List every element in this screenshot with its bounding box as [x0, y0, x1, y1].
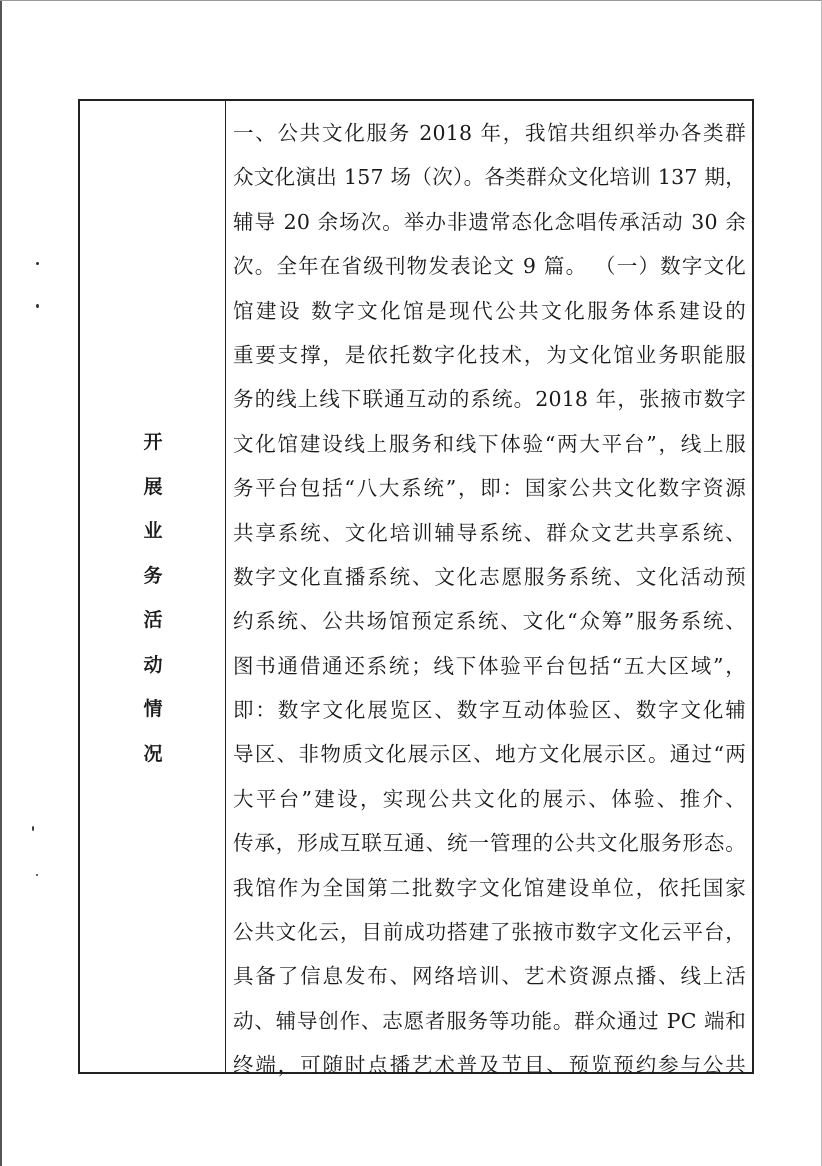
content-line: 共享系统、文化培训辅导系统、群众文艺共享系统、 [233, 520, 746, 545]
content-line: 重要支撑，是依托数字化技术，为文化馆业务职能服 [233, 342, 746, 367]
row-label-char: 动 [143, 653, 163, 676]
scan-left-edge [0, 0, 2, 1166]
row-label-char: 务 [143, 564, 163, 587]
scan-speck [36, 262, 39, 265]
content-line: 数字文化直播系统、文化志愿服务系统、文化活动预 [233, 564, 746, 589]
content-line: 公共文化云，目前成功搭建了张掖市数字文化云平台， [233, 920, 746, 945]
content-line: 终端，可随时点播艺术普及节目、预览预约参与公共 [233, 1053, 746, 1078]
activity-form-table [78, 99, 754, 1078]
content-line: 文化馆建设线上服务和线下体验“两大平台”，线上服 [233, 431, 746, 456]
row-label-char: 情 [143, 698, 163, 720]
content-line: 大平台”建设，实现公共文化的展示、体验、推介、 [233, 786, 746, 811]
content-line: 具备了信息发布、网络培训、艺术资源点播、线上活 [233, 964, 746, 989]
row-label-char: 活 [143, 609, 163, 631]
content-line: 我馆作为全国第二批数字文化馆建设单位，依托国家 [233, 875, 746, 900]
scan-top-edge [0, 0, 822, 1]
content-line: 传承，形成互联互通、统一管理的公共文化服务形态。 [233, 831, 746, 856]
content-line: 次。全年在省级刊物发表论文 9 篇。 （一）数字文化 [233, 254, 746, 279]
content-line: 务平台包括“八大系统”，即：国家公共文化数字资源 [233, 476, 746, 501]
row-label-char: 开 [143, 431, 163, 453]
content-line: 动、辅导创作、志愿者服务等功能。群众通过 PC 端和 [233, 1008, 746, 1033]
content-line: 一、公共文化服务 2018 年，我馆共组织举办各类群 [233, 121, 746, 145]
scan-speck [32, 826, 34, 831]
row-label-cell [80, 101, 226, 1072]
content-line: 务的线上线下联通互动的系统。2018 年，张掖市数字 [233, 387, 746, 412]
row-label-char: 展 [143, 475, 163, 498]
content-line: 辅导 20 余场次。举办非遗常态化念唱传承活动 30 余 [233, 209, 746, 234]
scan-speck [36, 874, 38, 876]
row-label [80, 420, 226, 776]
content-line: 众文化演出 157 场（次）。各类群众文化培训 137 期， [233, 165, 746, 190]
row-label-char: 况 [143, 742, 163, 765]
content-line: 约系统、公共场馆预定系统、文化“众筹”服务系统、 [233, 609, 746, 634]
row-label-char: 业 [143, 520, 163, 542]
content-line: 图书通借通还系统；线下体验平台包括“五大区域”， [233, 653, 746, 678]
content-line: 即：数字文化展览区、数字互动体验区、数字文化辅 [233, 698, 746, 723]
activity-content-cell [226, 101, 752, 1078]
scan-speck [36, 304, 39, 308]
content-line: 馆建设 数字文化馆是现代公共文化服务体系建设的 [233, 298, 746, 323]
content-line: 导区、非物质文化展示区、地方文化展示区。通过“两 [233, 742, 746, 767]
